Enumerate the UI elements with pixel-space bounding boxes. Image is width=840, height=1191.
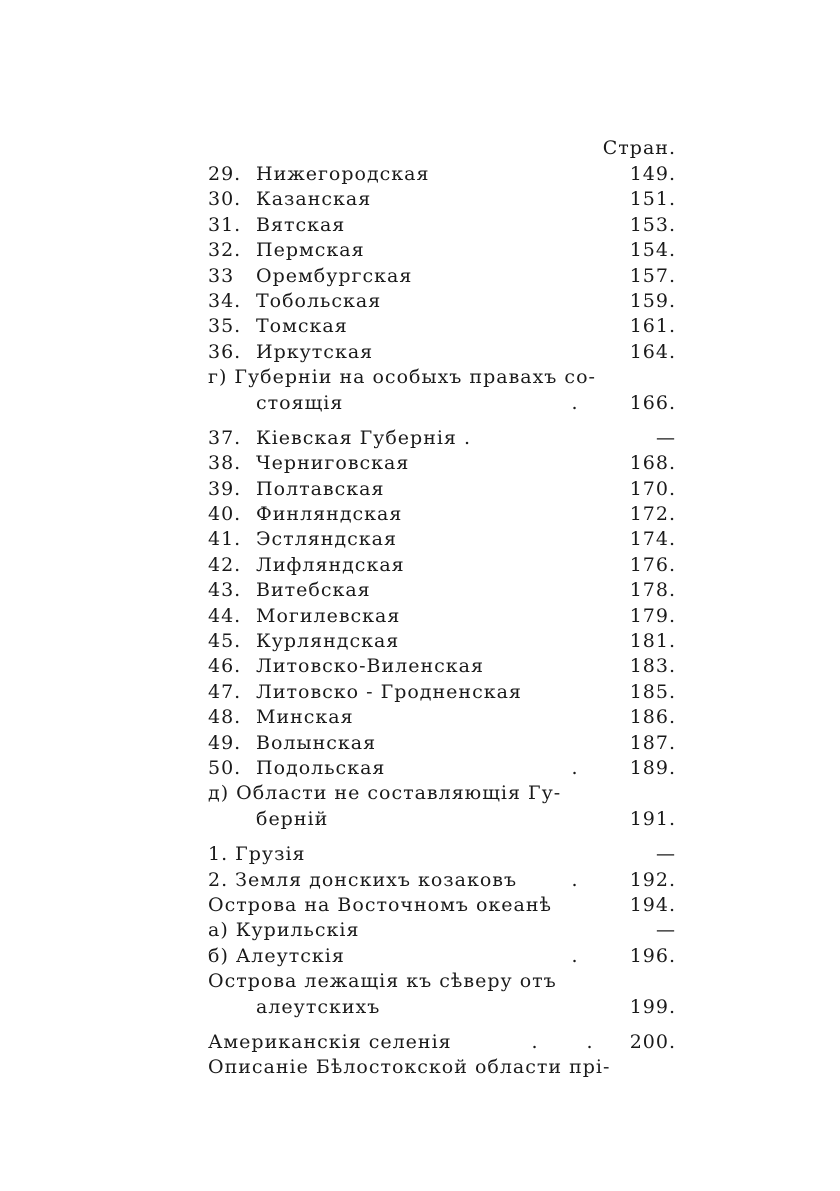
entry-page: 151. [629, 188, 676, 211]
entry-number: 42. [208, 553, 242, 576]
entry-number: 46. [208, 655, 242, 678]
entry-label: а) Курильскія [208, 919, 360, 942]
entry-page: 199. [629, 995, 676, 1018]
entry-number: 35. [208, 315, 242, 338]
entry-label: 1. Грузія [208, 843, 306, 866]
section-heading-text: г) Губерніи на особыхъ правахъ со- [208, 366, 596, 389]
entry-label: Описаніе Бѣлостокской области прі- [208, 1056, 611, 1079]
entry-page: 159. [629, 289, 676, 312]
entry-label: Орембургская [256, 264, 413, 287]
entry-page: 157. [629, 264, 676, 287]
entry-page: 176. [629, 553, 676, 576]
entry-number: 43. [208, 579, 242, 602]
entry-label: Эстляндская [256, 528, 397, 551]
entry-number: 48. [208, 706, 242, 729]
list-item [208, 893, 676, 918]
leader-dot: . [586, 1030, 594, 1053]
entry-page: 189. [629, 756, 676, 779]
entry-label: Финляндская [256, 503, 403, 526]
list-item [208, 918, 676, 943]
list-item [208, 451, 676, 476]
entry-label: Волынская [256, 731, 377, 754]
entry-number: 50. [208, 756, 242, 779]
entry-page: 178. [629, 579, 676, 602]
entry-page: 153. [629, 213, 676, 236]
leader-dot: . [571, 391, 579, 414]
entry-number: 49. [208, 731, 242, 754]
list-item [208, 553, 676, 578]
entry-number: 30. [208, 188, 242, 211]
entry-label: Пермская [256, 239, 365, 262]
entry-page: 164. [629, 340, 676, 363]
entry-page: 149. [629, 163, 676, 185]
page-column-header: Стран. [602, 137, 676, 159]
section-heading-text: стоящія [256, 391, 344, 414]
list-item [208, 289, 676, 314]
list-item [208, 578, 676, 603]
list-item [208, 731, 676, 756]
entry-label: Нижегородская [256, 163, 430, 185]
list-item [208, 680, 676, 705]
list-item [208, 944, 676, 969]
list-item [208, 705, 676, 730]
entry-page: 194. [629, 893, 676, 916]
list-item [208, 502, 676, 527]
entry-label: Черниговская [256, 452, 410, 475]
entry-number: 31. [208, 213, 242, 236]
list-item [208, 527, 676, 552]
list-item [208, 477, 676, 502]
table-of-contents [208, 134, 676, 1081]
entry-page: 154. [629, 239, 676, 262]
list-item [208, 314, 676, 339]
section-heading-text: д) Области не составляющія Гу- [208, 782, 562, 805]
entry-label: Острова лежащія къ сѣверу отъ [208, 970, 557, 993]
entry-number: 36. [208, 340, 242, 363]
list-item [208, 187, 676, 212]
entry-label: Томская [256, 315, 348, 338]
list-item [208, 868, 676, 893]
list-item [208, 756, 676, 781]
entry-page: 196. [629, 944, 676, 967]
section-heading [208, 781, 676, 806]
entry-label: Курляндская [256, 630, 400, 653]
entry-number: 33 [208, 264, 235, 287]
entry-page: 200. [629, 1030, 676, 1053]
entry-page: 174. [629, 528, 676, 551]
list-item [208, 340, 676, 365]
entry-number: 32. [208, 239, 242, 262]
entry-label: б) Алеутскія [208, 944, 345, 967]
list-item [208, 604, 676, 629]
entry-label: 2. Земля донскихъ козаковъ [208, 868, 518, 891]
list-item-continuation [208, 995, 676, 1020]
entry-page: 172. [629, 503, 676, 526]
list-item [208, 264, 676, 289]
entry-label: Американскія селенія [208, 1030, 452, 1053]
entry-page: 187. [629, 731, 676, 754]
list-item [208, 426, 676, 451]
entry-label: Витебская [256, 579, 371, 602]
entry-label: Могилевская [256, 604, 401, 627]
leader-dot: . [571, 868, 579, 891]
entry-page: — [656, 426, 676, 449]
entry-label: Казанская [256, 188, 372, 211]
entry-page: 166. [629, 391, 676, 414]
entry-number: 45. [208, 630, 242, 653]
entry-number: 38. [208, 452, 242, 475]
entry-label: Вятская [256, 213, 346, 236]
entry-page: 161. [629, 315, 676, 338]
entry-page: 186. [629, 706, 676, 729]
entry-page: 192. [629, 868, 676, 891]
section-heading [208, 365, 676, 390]
entry-label: Минская [256, 706, 354, 729]
entry-label: Лифляндская [256, 553, 405, 576]
list-item [208, 842, 676, 867]
leader-dot: . [571, 756, 579, 779]
section-heading-text: берній [256, 807, 329, 830]
entry-label: Полтавская [256, 477, 385, 500]
section-heading-continuation [208, 391, 676, 416]
section-heading-continuation [208, 807, 676, 832]
entry-page: 183. [629, 655, 676, 678]
list-item [208, 162, 676, 187]
list-item [208, 654, 676, 679]
list-item [208, 629, 676, 654]
leader-dot: . [571, 944, 579, 967]
entry-label: Литовско-Виленская [256, 655, 484, 678]
entry-page: 185. [629, 680, 676, 703]
entry-page: 168. [629, 452, 676, 475]
entry-number: 29. [208, 163, 242, 185]
entry-label: Литовско - Гродненская [256, 680, 522, 703]
entry-page: 170. [629, 477, 676, 500]
list-item [208, 238, 676, 263]
entry-label: Иркутская [256, 340, 374, 363]
leader-dot: . [531, 1030, 539, 1053]
entry-label: Кіевская Губернія . [256, 426, 472, 449]
entry-label: Острова на Восточномъ океанѣ [208, 893, 552, 916]
entry-page: 179. [629, 604, 676, 627]
entry-page: — [656, 843, 676, 866]
entry-number: 40. [208, 503, 242, 526]
entry-number: 41. [208, 528, 242, 551]
entry-page: — [656, 919, 676, 942]
entry-number: 37. [208, 426, 242, 449]
list-item [208, 1055, 676, 1080]
list-item [208, 1030, 676, 1055]
entry-number: 47. [208, 680, 242, 703]
entry-label: Тобольская [256, 289, 382, 312]
list-item [208, 213, 676, 238]
entry-page: 181. [629, 630, 676, 653]
entry-label: алеутскихъ [256, 995, 381, 1018]
entry-label: Подольская [256, 756, 386, 779]
entry-page: 191. [629, 807, 676, 830]
entry-number: 39. [208, 477, 242, 500]
entry-number: 44. [208, 604, 242, 627]
entry-number: 34. [208, 289, 242, 312]
list-item [208, 969, 676, 994]
